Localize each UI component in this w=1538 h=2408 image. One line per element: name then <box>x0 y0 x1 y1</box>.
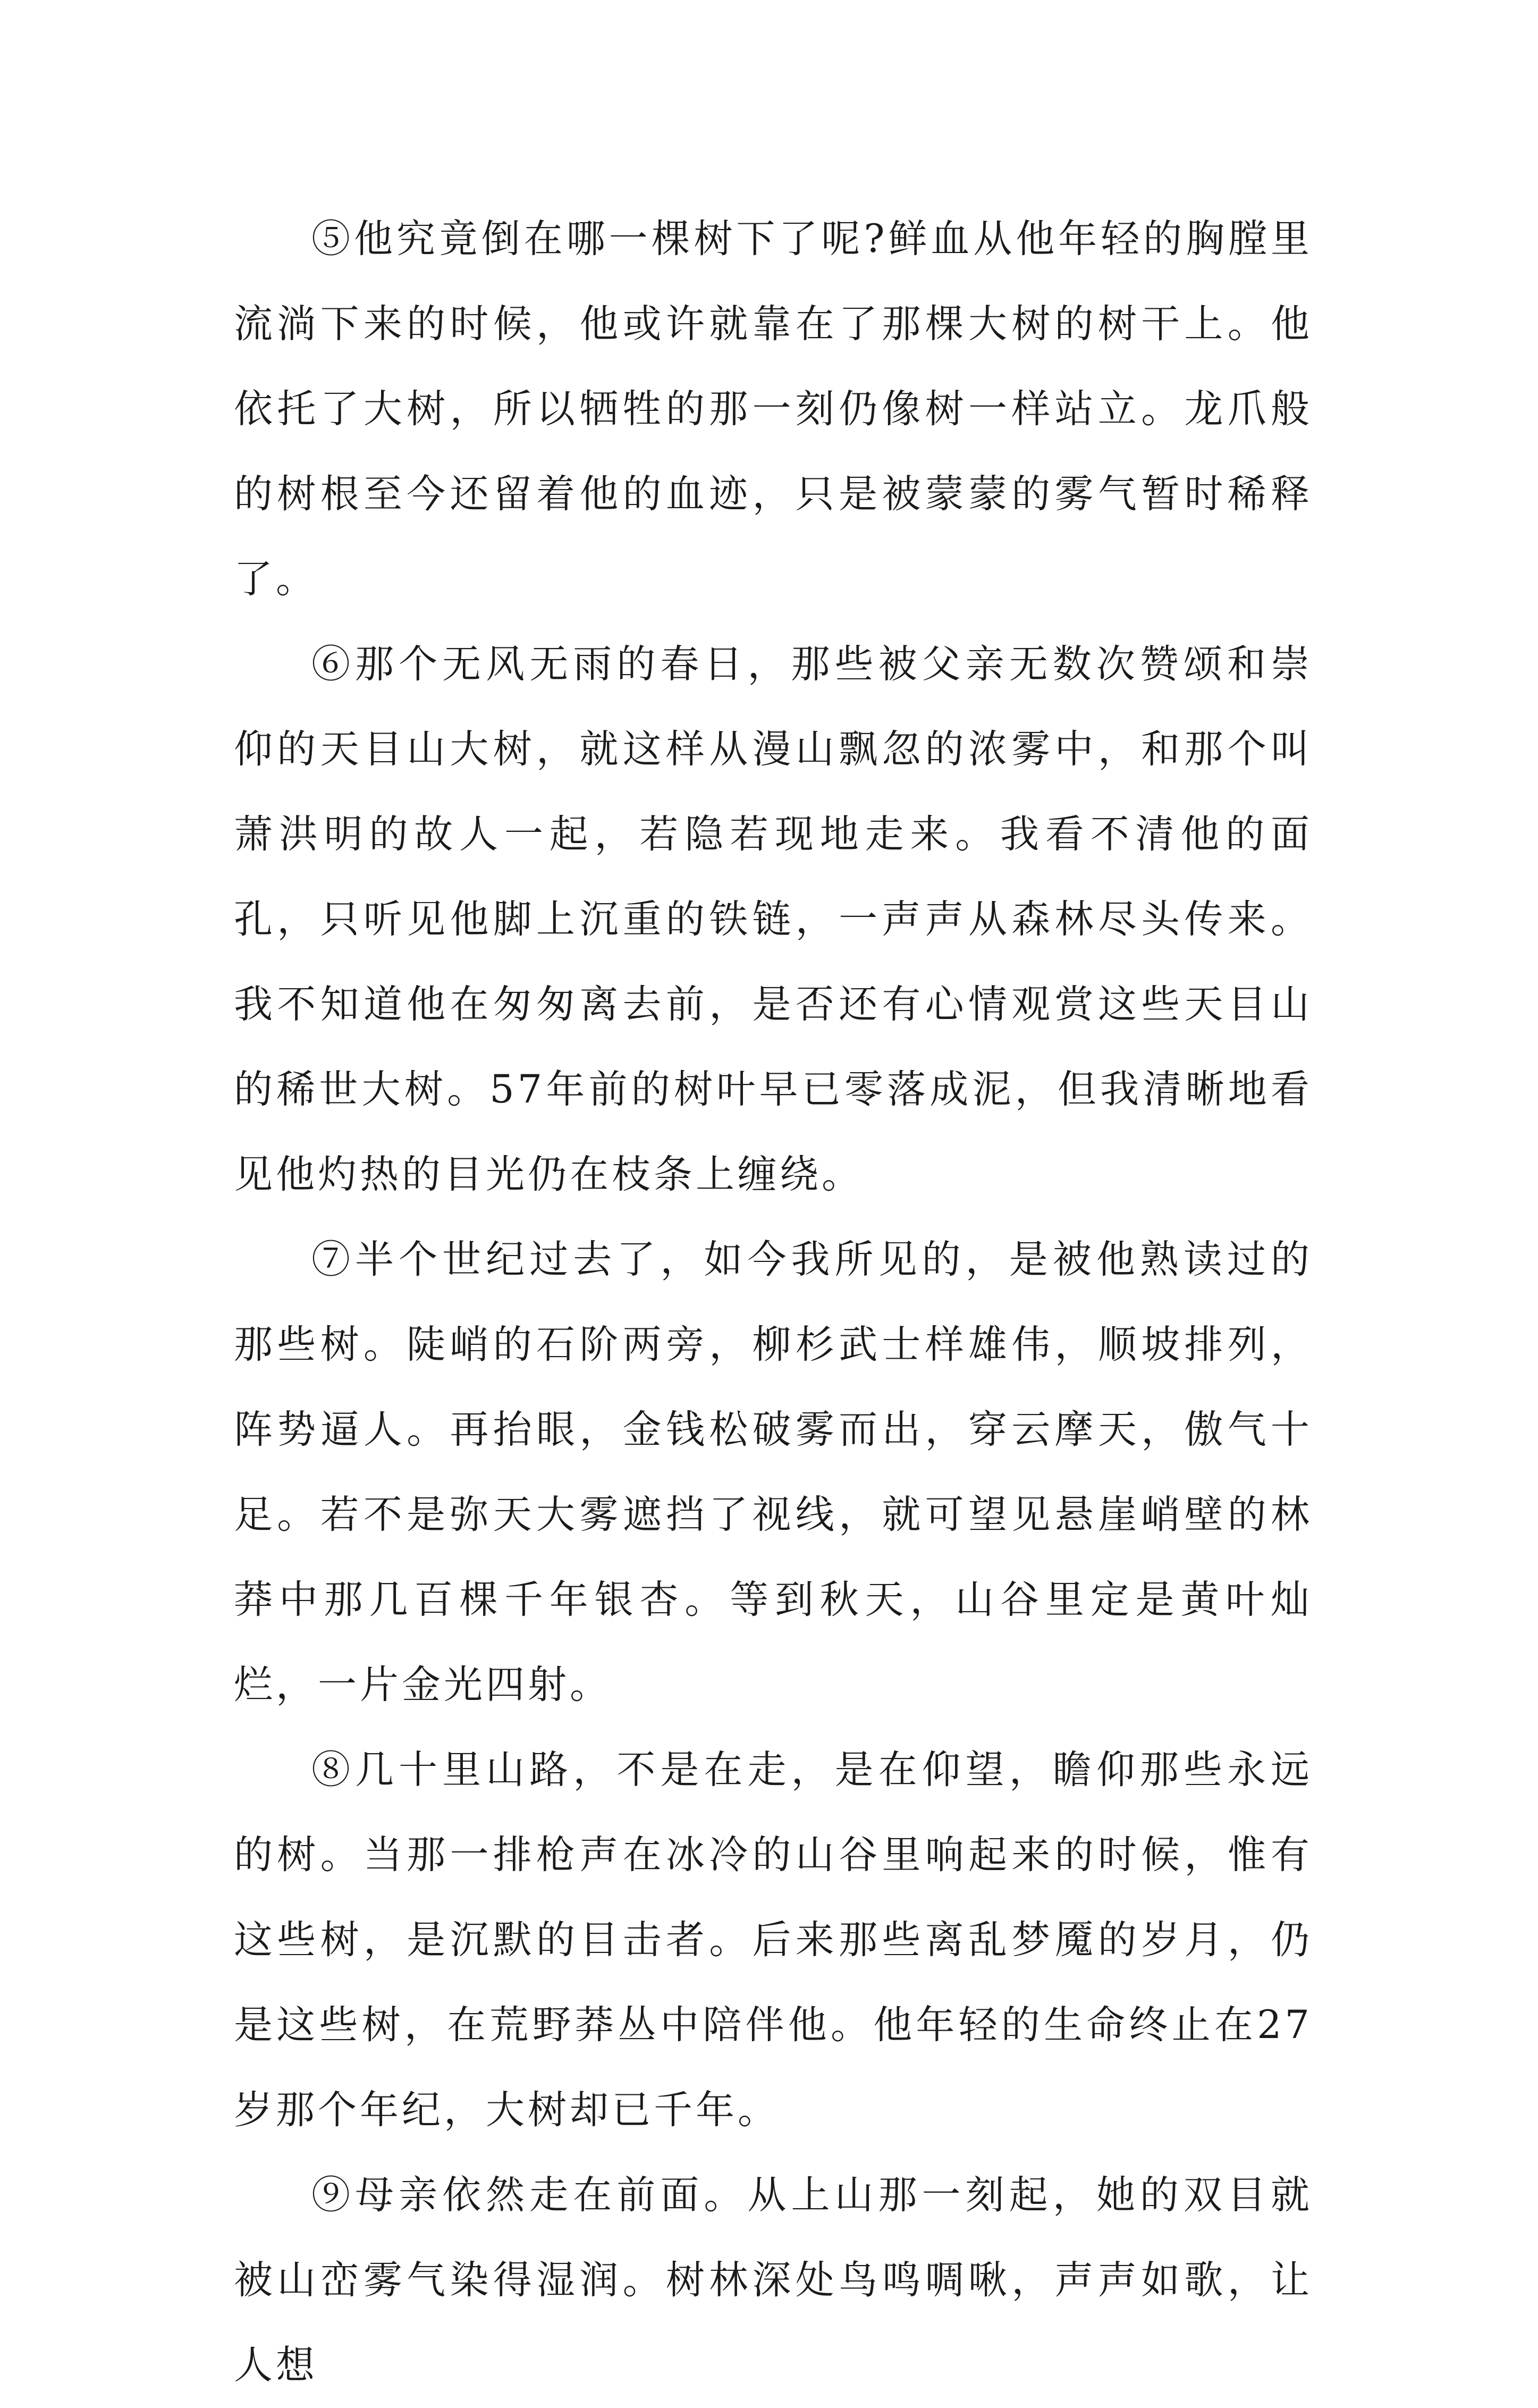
document-body <box>234 197 1313 2408</box>
paragraph-9: ⑨母亲依然走在前面。从上山那一刻起，她的双目就被山峦雾气染得湿润。树林深处鸟鸣啁啾，声声如歌，让人想 <box>234 2173 1313 2388</box>
paragraph-5: ⑤他究竟倒在哪一棵树下了呢?鲜血从他年轻的胸膛里流淌下来的时候，他或许就靠在了那棵大树的树干上。他依托了大树，所以牺牲的那一刻仍像树一样站立。龙爪般的树根至今还留着他的血迹，只是被蒙蒙的雾气暂时稀释了。 <box>234 216 1313 602</box>
paragraph-7: ⑦半个世纪过去了，如今我所见的，是被他熟读过的那些树。陡峭的石阶两旁，柳杉武士样雄伟，顺坡排列，阵势逼人。再抬眼，金钱松破雾而出，穿云摩天，傲气十足。若不是弥天大雾遮挡了视线，就可望见悬崖峭壁的林莽中那几百棵千年银杏。等到秋天，山谷里定是黄叶灿烂，一片金光四射。 <box>234 1237 1313 1707</box>
paragraph-6: ⑥那个无风无雨的春日，那些被父亲无数次赞颂和崇仰的天目山大树，就这样从漫山飘忽的浓雾中，和那个叫萧洪明的故人一起，若隐若现地走来。我看不清他的面孔，只听见他脚上沉重的铁链，一声声从森林尽头传来。我不知道他在匆匆离去前，是否还有心情观赏这些天目山的稀世大树。57年前的树叶早已零落成泥，但我清晰地看见他灼热的目光仍在枝条上缠绕。 <box>234 642 1313 1197</box>
paragraph-8: ⑧几十里山路，不是在走，是在仰望，瞻仰那些永远的树。当那一排枪声在冰冷的山谷里响起来的时候，惟有这些树，是沉默的目击者。后来那些离乱梦魇的岁月，仍是这些树，在荒野莽丛中陪伴他。他年轻的生命终止在27岁那个年纪，大树却已千年。 <box>234 1747 1313 2133</box>
